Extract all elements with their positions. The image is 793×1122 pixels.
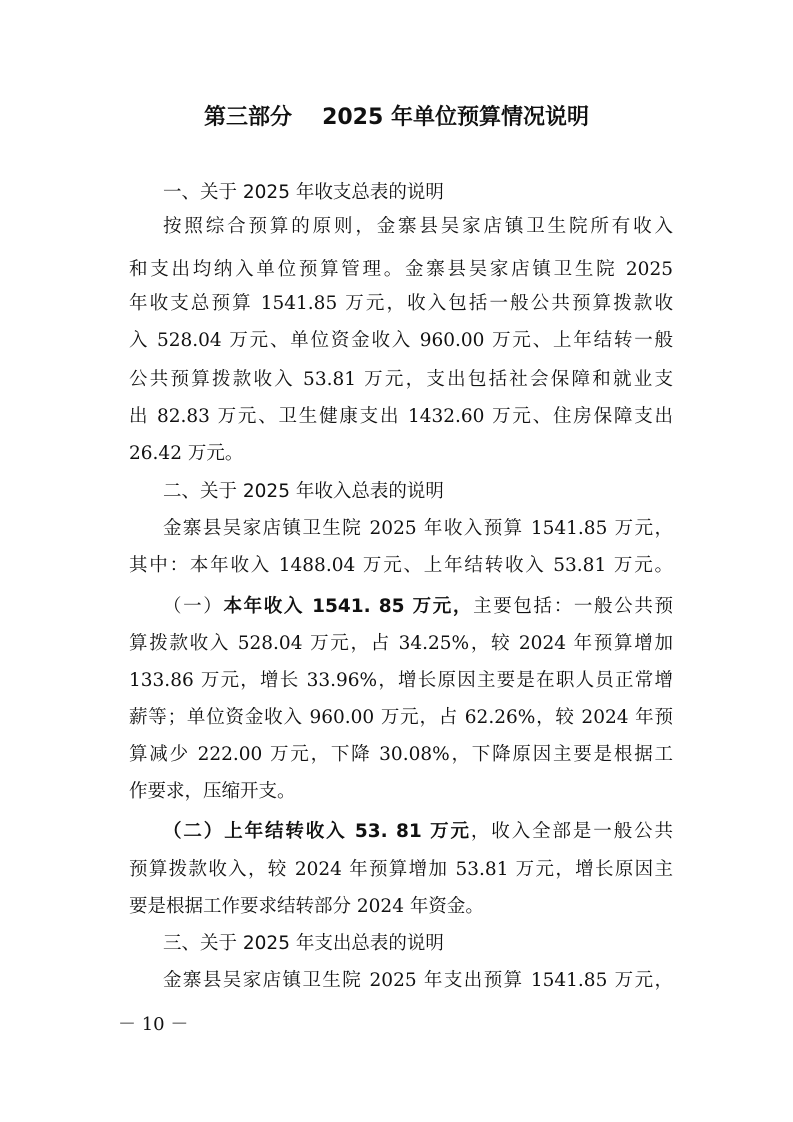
text-line: 预算拨款收入，较 2024 年预算增加 53.81 万元，增长原因主 [129, 859, 673, 880]
paragraph-1-first-line [163, 590, 673, 624]
text-line: 按照综合预算的原则，金寨县吴家店镇卫生院所有收入 [163, 216, 673, 237]
section-1-heading: 一、关于 2025 年收支总表的说明 [163, 182, 444, 203]
text-line: 年收支总预算 1541.85 万元，收入包括一般公共预算拨款收 [129, 293, 673, 314]
section-3-heading: 三、关于 2025 年支出总表的说明 [163, 933, 444, 954]
p2-bold: （二）上年结转收入 53. 81 万元 [163, 821, 471, 842]
text-line: 公共预算拨款收入 53.81 万元，支出包括社会保障和就业支 [129, 369, 673, 390]
p1-label: （一） [163, 596, 224, 617]
p1-bold: 本年收入 1541. 85 万元， [223, 596, 474, 617]
title-part: 第三部分 [204, 105, 293, 130]
paragraph-2-first-line [163, 815, 673, 849]
text-line: 其中：本年收入 1488.04 万元、上年结转收入 53.81 万元。 [129, 555, 673, 576]
text-line: 金寨县吴家店镇卫生院 2025 年收入预算 1541.85 万元， [163, 518, 673, 539]
page-number: － 10 － [118, 1014, 189, 1035]
p2-rest: ，收入全部是一般公共 [470, 821, 673, 842]
text-line: 26.42 万元。 [129, 443, 244, 464]
title-text: 2025 年单位预算情况说明 [322, 105, 589, 130]
page-title [0, 100, 793, 131]
text-line: 作要求，压缩开支。 [129, 781, 296, 802]
text-line: 金寨县吴家店镇卫生院 2025 年支出预算 1541.85 万元， [163, 970, 673, 991]
text-line: 133.86 万元，增长 33.96%，增长原因主要是在职人员正常增 [129, 670, 673, 691]
text-line: 算拨款收入 528.04 万元，占 34.25%，较 2024 年预算增加 [129, 633, 673, 654]
text-line: 和支出均纳入单位预算管理。金寨县吴家店镇卫生院 2025 [129, 259, 673, 280]
text-line: 要是根据工作要求结转部分 2024 年资金。 [129, 896, 484, 917]
text-line: 出 82.83 万元、卫生健康支出 1432.60 万元、住房保障支出 [129, 406, 673, 427]
text-line: 算减少 222.00 万元，下降 30.08%，下降原因主要是根据工 [129, 744, 673, 765]
section-2-heading: 二、关于 2025 年收入总表的说明 [163, 481, 444, 502]
text-line: 入 528.04 万元、单位资金收入 960.00 万元、上年结转一般 [129, 330, 673, 351]
text-line: 薪等；单位资金收入 960.00 万元，占 62.26%，较 2024 年预 [129, 707, 673, 728]
p1-rest: 主要包括：一般公共预 [473, 596, 673, 617]
